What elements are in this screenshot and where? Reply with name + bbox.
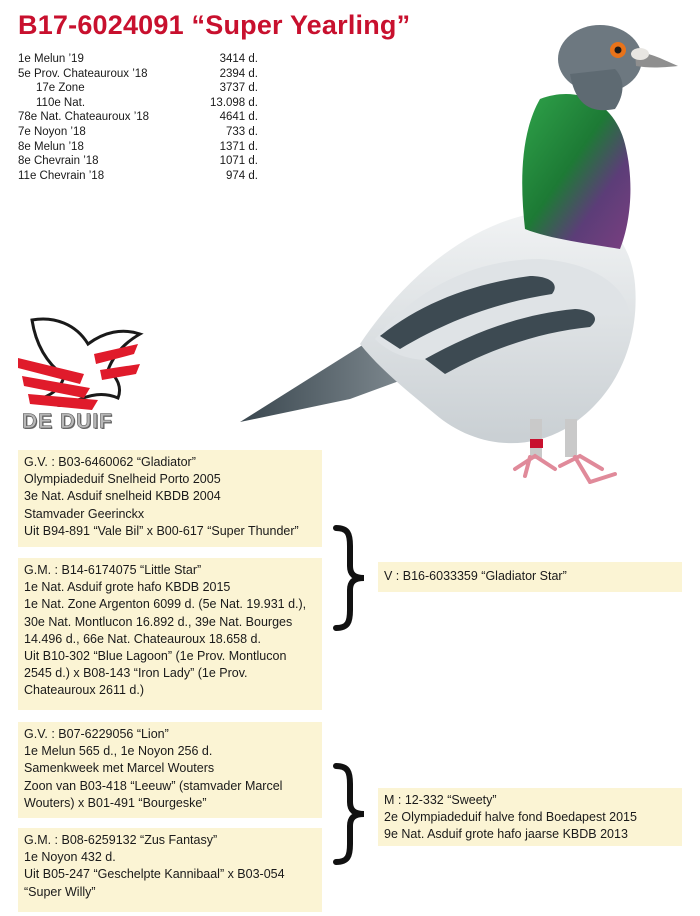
pedigree-line: Olympiadeduif Snelheid Porto 2005 (24, 472, 221, 487)
pedigree-line: Samenkweek met Marcel Wouters (24, 761, 215, 776)
result-label: 17e Zone (36, 82, 85, 95)
brace-mother (330, 762, 370, 866)
pedigree-line: V : B16-6033359 “Gladiator Star” (384, 569, 567, 583)
result-label: 8e Chevrain ’18 (18, 155, 99, 168)
result-label: 78e Nat. Chateauroux ’18 (18, 111, 150, 124)
result-value: 974 d. (226, 169, 258, 182)
result-label: 11e Chevrain ’18 (18, 169, 105, 182)
result-row (18, 81, 258, 96)
result-row (18, 140, 258, 155)
grandfather-paternal-text (24, 454, 316, 540)
result-value: 3414 d. (219, 53, 258, 65)
pedigree-line: M : 12-332 “Sweety” (384, 793, 497, 807)
pedigree-line: “Super Willy” (24, 884, 96, 899)
grandfather-paternal-box (18, 450, 322, 547)
grandmother-paternal-text (24, 562, 316, 700)
result-label: 1e Melun ’19 (18, 53, 84, 65)
race-results-list (18, 52, 258, 183)
page-title: B17-6024091 “Super Yearling” (18, 10, 411, 40)
pedigree-line: Uit B10-302 “Blue Lagoon” (1e Prov. Montlucon (24, 649, 287, 664)
grandmother-paternal-box (18, 558, 322, 710)
result-value: 13.098 d. (210, 96, 258, 109)
result-label: 110e Nat. (36, 96, 86, 109)
grandfather-maternal-text (24, 726, 316, 812)
pedigree-line: 2e Olympiadeduif halve fond Boedapest 2015 (384, 810, 637, 825)
pedigree-line: G.M. : B14-6174075 “Little Star” (24, 563, 202, 577)
pedigree-line: Chateauroux 2611 d.) (24, 683, 144, 698)
pedigree-line: 3e Nat. Asduif snelheid KBDB 2004 (24, 489, 221, 504)
result-value: 733 d. (226, 125, 258, 138)
result-value: 2394 d. (219, 67, 258, 80)
father-text (384, 568, 676, 585)
result-value: 3737 d. (219, 82, 258, 95)
result-label: 5e Prov. Chateauroux ’18 (18, 67, 148, 80)
pedigree-line: 1e Melun 565 d., 1e Noyon 256 d. (24, 744, 213, 759)
pedigree-line: Uit B05-247 “Geschelpte Kannibaal” x B03-054 (24, 867, 285, 882)
result-row (18, 169, 258, 184)
pedigree-line: 1e Noyon 432 d. (24, 850, 116, 865)
brace-father (330, 524, 370, 632)
pedigree-line: Zoon van B03-418 “Leeuw” (stamvader Marcel (24, 778, 283, 793)
result-value: 4641 d. (219, 111, 258, 124)
result-value: 1071 d. (219, 155, 258, 168)
result-row (18, 110, 258, 125)
pedigree-line: 1e Nat. Asduif grote hafo KBDB 2015 (24, 580, 231, 595)
result-row (18, 125, 258, 140)
mother-box (378, 788, 682, 846)
grandfather-maternal-box (18, 722, 322, 818)
father-box (378, 562, 682, 592)
result-row (18, 96, 258, 111)
result-label: 8e Melun ’18 (18, 140, 84, 153)
pedigree-line: 2545 d.) x B08-143 “Iron Lady” (1e Prov. (24, 666, 248, 681)
result-label: 7e Noyon ’18 (18, 125, 86, 138)
grandmother-maternal-text (24, 832, 316, 901)
pedigree-line: G.M. : B08-6259132 “Zus Fantasy” (24, 833, 218, 847)
pedigree-line: Uit B94-891 “Vale Bil” x B00-617 “Super Thunder” (24, 523, 299, 538)
result-row (18, 52, 258, 67)
result-row (18, 67, 258, 82)
pedigree-line: 14.496 d., 66e Nat. Chateauroux 18.658 d. (24, 631, 261, 646)
pigeon-photo (230, 14, 690, 484)
result-row (18, 154, 258, 169)
pedigree-line: G.V. : B07-6229056 “Lion” (24, 727, 169, 741)
result-value: 1371 d. (219, 140, 258, 153)
pedigree-line: 30e Nat. Montlucon 16.892 d., 39e Nat. Bourges (24, 614, 293, 629)
pedigree-line: Stamvader Geerinckx (24, 506, 145, 521)
grandmother-maternal-box (18, 828, 322, 912)
mother-text (384, 792, 676, 844)
de-duif-logo-text: DE DUIF (22, 410, 113, 433)
pedigree-line: 1e Nat. Zone Argenton 6099 d. (5e Nat. 19.931 d.), (24, 597, 307, 612)
pedigree-line: 9e Nat. Asduif grote hafo jaarse KBDB 2013 (384, 827, 628, 842)
pedigree-line: Wouters) x B01-491 “Bourgeske” (24, 795, 207, 810)
pedigree-line: G.V. : B03-6460062 “Gladiator” (24, 455, 196, 469)
